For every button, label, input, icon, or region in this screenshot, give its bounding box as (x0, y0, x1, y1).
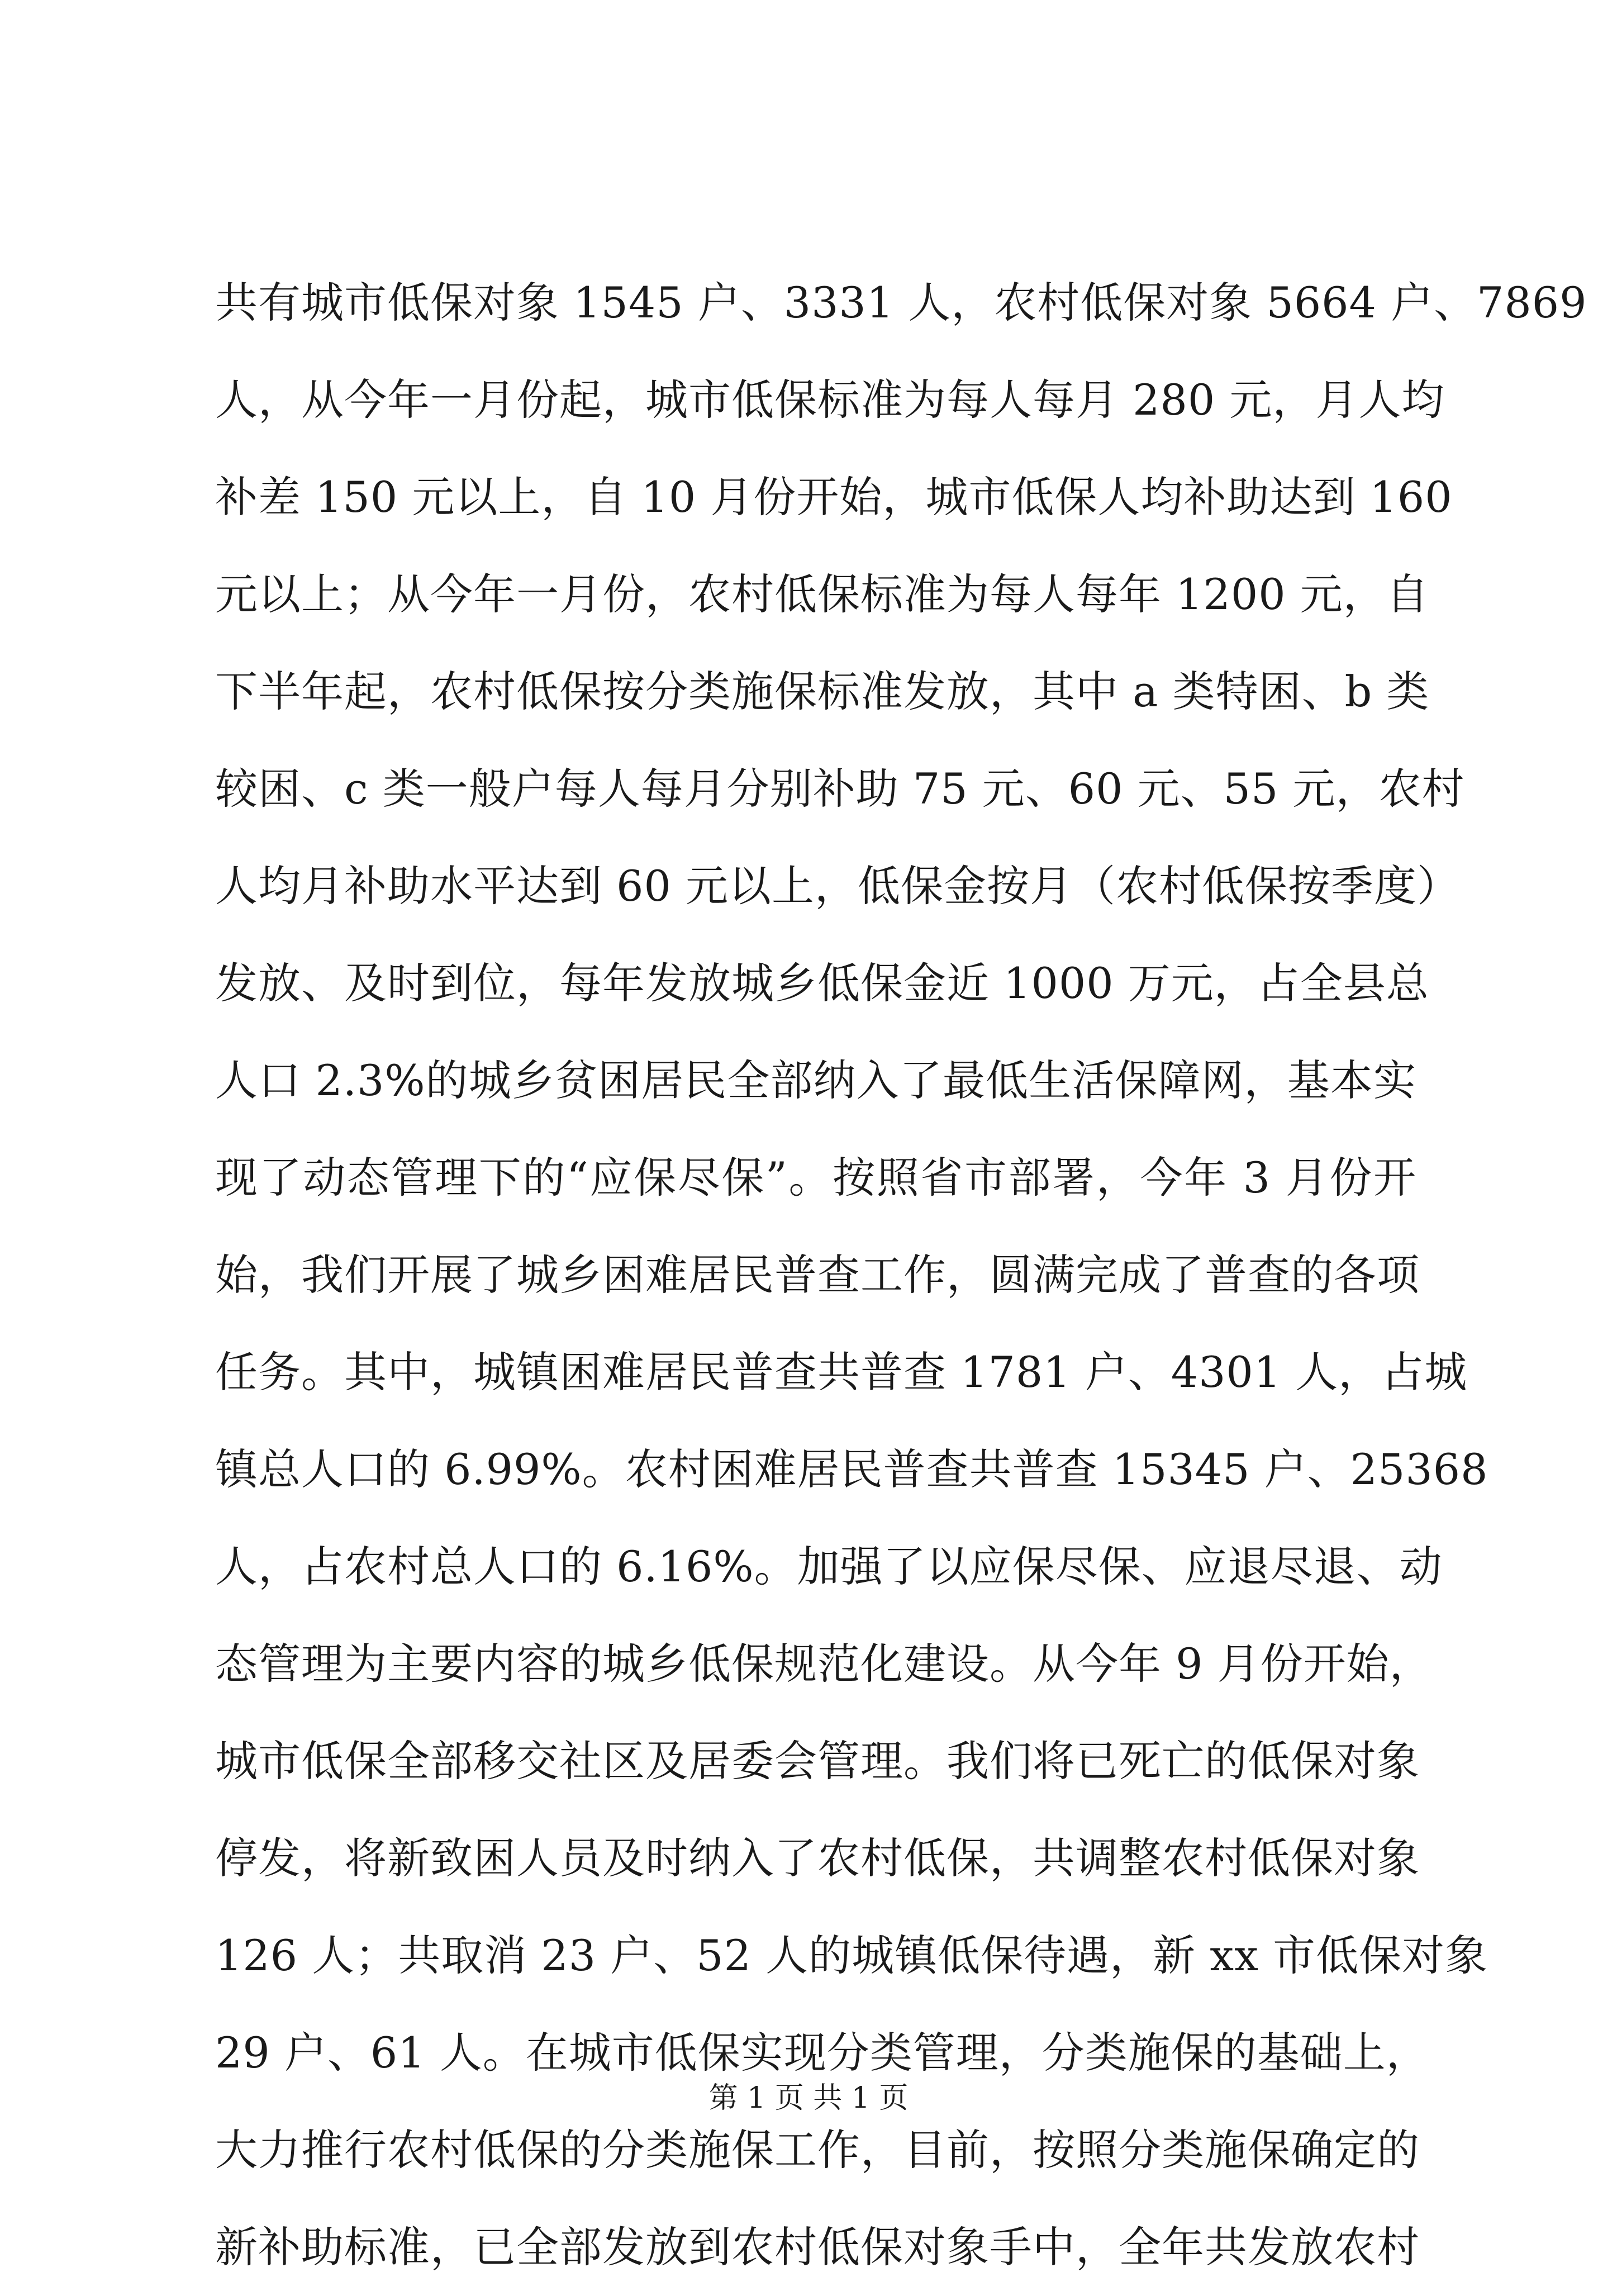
text-line-13: 镇总人口的 6.99%。农村困难居民普查共普查 15345 户、25368 (215, 1444, 1488, 1494)
text-line-6: 较困、c 类一般户每人每月分别补助 75 元、60 元、55 元，农村 (215, 764, 1465, 814)
text-line-3: 补差 150 元以上，自 10 月份开始，城市低保人均补助达到 160 (215, 472, 1453, 522)
text-line-10: 现了动态管理下的“应保尽保”。按照省市部署，今年 3 月份开 (215, 1153, 1416, 1202)
text-line-9: 人口 2.3%的城乡贫困居民全部纳入了最低生活保障网，基本实 (215, 1056, 1416, 1105)
text-line-14: 人，占农村总人口的 6.16%。加强了以应保尽保、应退尽退、动 (215, 1542, 1443, 1591)
page-number-label: 第 1 页 共 1 页 (708, 2081, 909, 2115)
text-line-1: 共有城市低保对象 1545 户、3331 人，农村低保对象 5664 户、7869 (215, 278, 1587, 327)
text-line-5: 下半年起，农村低保按分类施保标准发放，其中 a 类特困、b 类 (215, 667, 1430, 716)
text-line-2: 人，从今年一月份起，城市低保标准为每人每月 280 元，月人均 (215, 375, 1445, 425)
text-line-15: 态管理为主要内容的城乡低保规范化建设。从今年 9 月份开始， (215, 1639, 1433, 1689)
text-line-20: 大力推行农村低保的分类施保工作，目前，按照分类施保确定的 (215, 2125, 1420, 2175)
text-line-8: 发放、及时到位，每年发放城乡低保金近 1000 万元，占全县总 (215, 958, 1429, 1008)
text-line-11: 始，我们开展了城乡困难居民普查工作，圆满完成了普查的各项 (215, 1250, 1420, 1300)
text-line-21: 新补助标准，已全部发放到农村低保对象手中，全年共发放农村 (215, 2222, 1420, 2272)
text-line-4: 元以上；从今年一月份，农村低保标准为每人每年 1200 元，自 (215, 569, 1429, 619)
text-line-17: 停发，将新致困人员及时纳入了农村低保，共调整农村低保对象 (215, 1833, 1420, 1883)
text-line-19: 29 户、61 人。在城市低保实现分类管理，分类施保的基础上， (215, 2028, 1429, 2078)
text-line-7: 人均月补助水平达到 60 元以上，低保金按月（农村低保按季度） (215, 861, 1461, 911)
page-footer (0, 2079, 1617, 2118)
body-paragraph (215, 254, 1587, 2296)
text-line-12: 任务。其中，城镇困难居民普查共普查 1781 户、4301 人，占城 (215, 1347, 1468, 1397)
text-line-16: 城市低保全部移交社区及居委会管理。我们将已死亡的低保对象 (215, 1736, 1420, 1786)
text-line-18: 126 人；共取消 23 户、52 人的城镇低保待遇，新 xx 市低保对象 (215, 1931, 1488, 1980)
